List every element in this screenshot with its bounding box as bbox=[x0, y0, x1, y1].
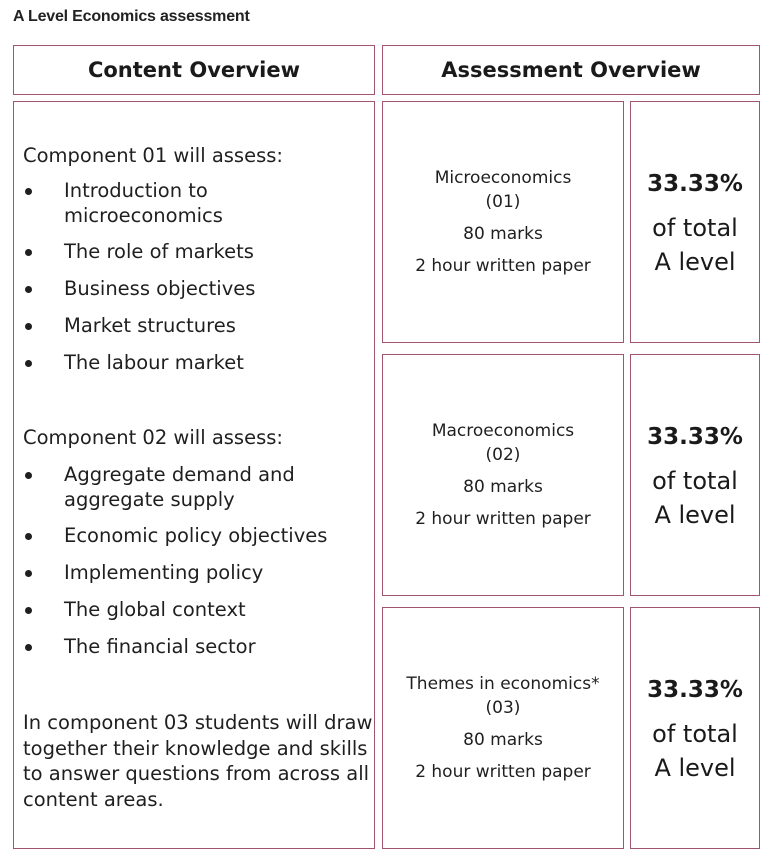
weighting-level: A level bbox=[654, 754, 736, 782]
list-item: Introduction to microeconomics bbox=[14, 178, 364, 228]
list-item: Market structures bbox=[14, 313, 364, 339]
component-01-topic-list bbox=[14, 178, 364, 387]
list-item: The global context bbox=[14, 597, 364, 623]
bullet-icon bbox=[25, 286, 32, 293]
weighting-percent: 33.33% bbox=[647, 171, 743, 197]
paper-03-details bbox=[382, 607, 624, 849]
paper-duration: 2 hour written paper bbox=[415, 509, 591, 529]
paper-02-weighting bbox=[630, 354, 760, 596]
paper-name: Microeconomics bbox=[434, 168, 572, 188]
component-01-intro: Component 01 will assess: bbox=[23, 144, 283, 167]
paper-01-weighting bbox=[630, 101, 760, 343]
bullet-icon bbox=[25, 607, 32, 614]
paper-code: (03) bbox=[485, 698, 521, 718]
content-overview-label: Content Overview bbox=[87, 58, 301, 82]
bullet-icon bbox=[25, 533, 32, 540]
bullet-icon bbox=[25, 570, 32, 577]
list-item: The financial sector bbox=[14, 634, 364, 660]
bullet-icon bbox=[25, 472, 32, 479]
weighting-level: A level bbox=[654, 501, 736, 529]
list-item: The role of markets bbox=[14, 239, 364, 265]
content-overview-panel bbox=[13, 101, 375, 849]
component-02-intro: Component 02 will assess: bbox=[23, 426, 283, 449]
paper-name: Themes in economics* bbox=[406, 674, 600, 694]
paper-marks: 80 marks bbox=[463, 224, 543, 244]
paper-marks: 80 marks bbox=[463, 477, 543, 497]
list-item: Business objectives bbox=[14, 276, 364, 302]
content-overview-header bbox=[13, 45, 375, 95]
list-item: The labour market bbox=[14, 350, 364, 376]
paper-03-weighting bbox=[630, 607, 760, 849]
page-title: A Level Economics assessment bbox=[13, 8, 250, 25]
weighting-level: A level bbox=[654, 248, 736, 276]
paper-code: (01) bbox=[485, 192, 521, 212]
paper-01-details bbox=[382, 101, 624, 343]
component-02-topic-list bbox=[14, 462, 364, 671]
paper-marks: 80 marks bbox=[463, 730, 543, 750]
paper-code: (02) bbox=[485, 445, 521, 465]
list-item: Aggregate demand and aggregate supply bbox=[14, 462, 364, 512]
weighting-percent: 33.33% bbox=[647, 677, 743, 703]
weighting-of: of total bbox=[652, 467, 738, 495]
weighting-of: of total bbox=[652, 214, 738, 242]
paper-name: Macroeconomics bbox=[431, 421, 575, 441]
paper-duration: 2 hour written paper bbox=[415, 762, 591, 782]
weighting-of: of total bbox=[652, 720, 738, 748]
component-03-description: In component 03 students will draw together their knowledge and skills to answer questions from across all content areas. bbox=[23, 711, 373, 811]
paper-02-details bbox=[382, 354, 624, 596]
assessment-overview-label: Assessment Overview bbox=[441, 58, 701, 82]
bullet-icon bbox=[25, 644, 32, 651]
weighting-percent: 33.33% bbox=[647, 424, 743, 450]
list-item: Implementing policy bbox=[14, 560, 364, 586]
paper-duration: 2 hour written paper bbox=[415, 256, 591, 276]
list-item: Economic policy objectives bbox=[14, 523, 364, 549]
bullet-icon bbox=[25, 360, 32, 367]
bullet-icon bbox=[25, 249, 32, 256]
assessment-overview-header bbox=[382, 45, 760, 95]
bullet-icon bbox=[25, 188, 32, 195]
bullet-icon bbox=[25, 323, 32, 330]
